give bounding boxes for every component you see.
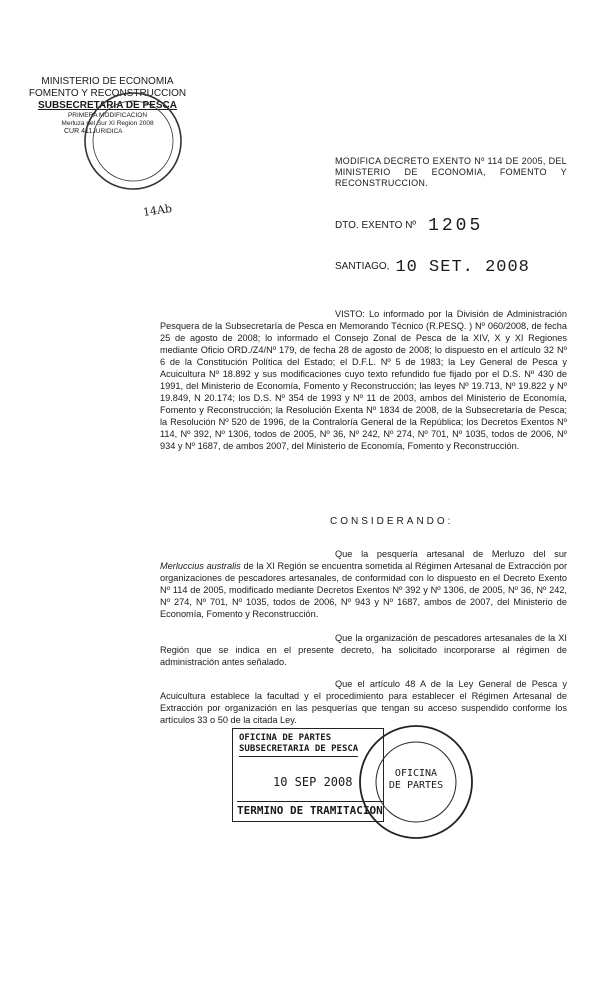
header-note-1: PRIMERA MODIFICACION [67,112,148,119]
stamp-date: 10 SEP 2008 [273,775,353,789]
handwritten-note: CUR 411 [64,128,93,135]
handwritten-margin-mark: 14Ab [142,202,173,219]
city-label: SANTIAGO, [335,261,390,272]
header-note-2: Merluza del Sur XI Region 2008 [61,120,154,127]
visto-paragraph [160,308,567,452]
date-line [335,258,530,277]
stamp-subsecretaria: SUBSECRETARIA DE PESCA [239,744,358,757]
considerando-2-text: Que la organización de pescadores artesanales de la XI Región que se indica en el presente decreto, ha solicitado incorporarse al régimen de administración antes señalado. [160,633,567,667]
ministry-name: MINISTERIO DE ECONOMIA [41,76,174,87]
ministry-subtitle: FOMENTO Y RECONSTRUCCION [28,88,187,99]
considerando-1-body: de la XI Región se encuentra sometida al Régimen Artesanal de Extracción por organizaciones de pescadores artesanales, de conformidad con lo dispuesto en el Decreto Exento Nº 114 de 2005, modificado mediante Decretos Exentos Nº 392 y Nº 1306, de 2005, Nº 36, Nº 242, Nº 274, Nº 701, Nº 1035, todos de 2006, Nº 943 y Nº 1687, ambos de 2007, del Ministerio de Economía, Fomento y Reconstrucción. [160,561,567,619]
decree-number: 1205 [428,216,484,236]
header-note-3: JURIDICA [92,128,123,135]
decree-date: 10 SET. 2008 [395,258,530,277]
round-stamp [380,768,452,792]
considerando-3 [160,678,567,726]
considerando-1-intro: Que la pesquería artesanal de Merluzo del sur [335,549,567,559]
decree-number-label: DTO. EXENTO Nº [335,220,417,231]
visto-text: VISTO: Lo informado por la División de Administración Pesquera de la Subsecretaría de Pesca en Memorando Técnico (R.PESQ. ) Nº 060/2008, de fecha 25 de agosto de 2008; lo informado el Consejo Zonal de Pesca de la XIV, X y XI Regiones mediante Oficio ORD./Z4/Nº 179, de fecha 28 de agosto de 2008; lo dispuesto en el artículo 32 Nº 6 de la Constitución Política del Estado; el D.F.L. Nº 5 de 1983; la Ley General de Pesca y Acuicultura Nº 18.892 y sus modificaciones cuyo texto refundido fue fijado por el D.S. Nº 430 de 1991, del Ministerio de Economía, Fomento y Reconstrucción; las leyes Nº 19.713, Nº 19.822 y Nº 19.849, N 20.174; los D.S. Nº 354 de 1993 y Nº 11 de 2003, ambos del Ministerio de Economía, Fomento y Reconstrucción; la Resolución Exenta Nº 1834 de 2008, de la Subsecretaría de Pesca; la Resolución Nº 520 de 1996, de la Contraloría General de la República; los Decretos Exentos Nº 114, Nº 392, Nº 1306, todos de 2005, Nº 36, Nº 242, Nº 274, Nº 701, Nº 1035, todos de 2006, Nº 934 y Nº 1687, de ambos 2007, del Ministerio de Economía, Fomento y Reconstrucción. [160,309,567,451]
considerando-2 [160,632,567,668]
stamp-footer: TERMINO DE TRAMITACION [237,801,383,817]
stamp-office: OFICINA DE PARTES [239,733,332,743]
decree-number-line [335,216,483,236]
considerando-3-text: Que el artículo 48 A de la Ley General de Pesca y Acuicultura establece la facultad y el procedimiento para establecer el Régimen Artesanal de Extracción por organización en las pesquerías que tengan su acceso suspendido conforme los artículos 33 o 50 de la citada Ley. [160,679,567,725]
round-stamp-line1: OFICINA [394,768,438,779]
considerando-heading: CONSIDERANDO: [330,516,454,527]
species-name: Merluccius australis [160,561,241,571]
considerando-1 [160,548,567,620]
decree-title: MODIFICA DECRETO EXENTO Nº 114 DE 2005, DEL MINISTERIO DE ECONOMIA, FOMENTO Y RECONSTRUCCION. [335,156,567,188]
subsecretaria-name: SUBSECRETARIA DE PESCA [38,100,177,111]
round-stamp-line2: DE PARTES [388,780,444,791]
letterhead-seal [78,86,188,196]
